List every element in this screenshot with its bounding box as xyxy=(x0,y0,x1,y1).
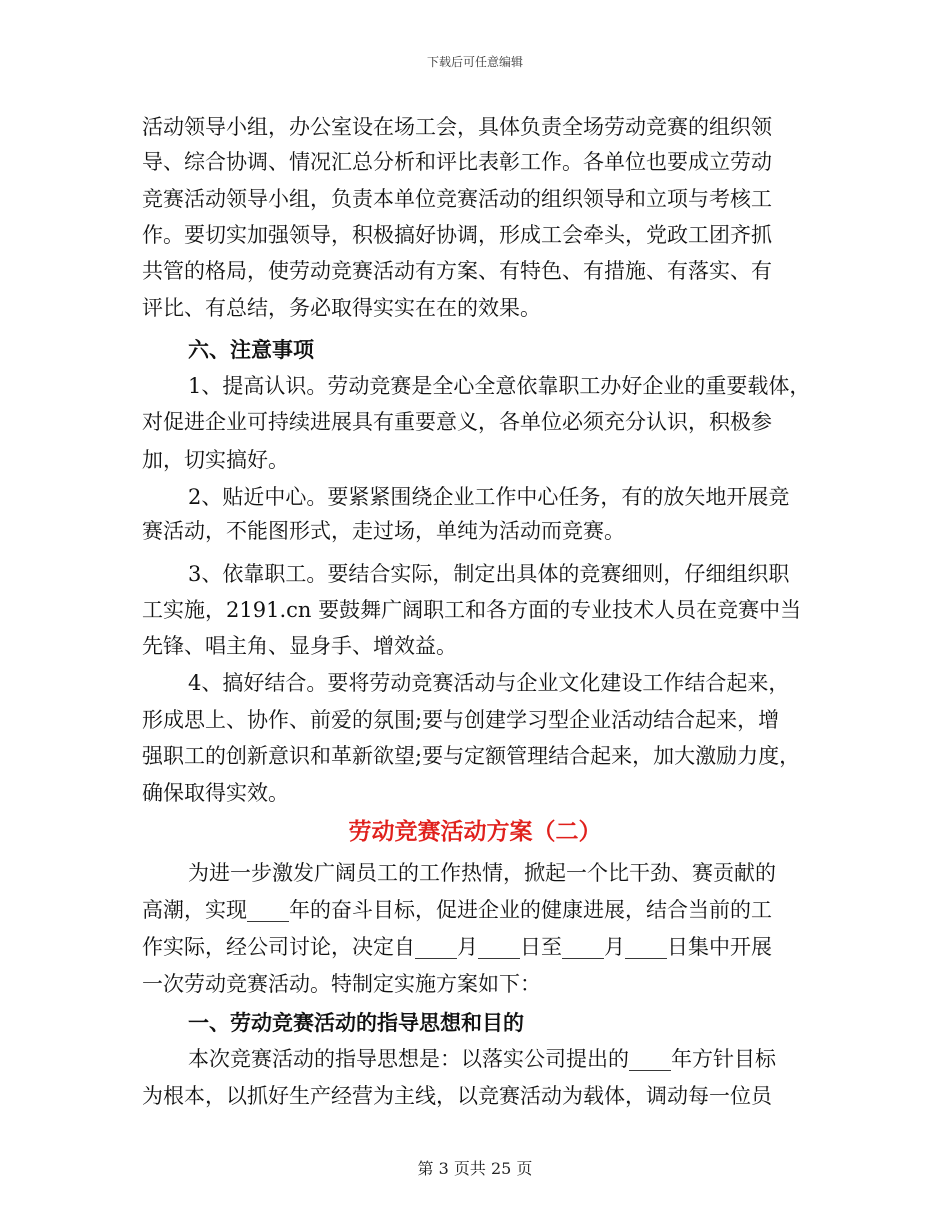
section-heading-notes: 六、注意事项 xyxy=(188,337,314,362)
body-line: 加，切实搞好。 xyxy=(142,448,289,472)
body-line: 形成思上、协作、前爱的氛围;要与创建学习型企业活动结合起来，增 xyxy=(142,708,780,732)
body-line: 活动领导小组，办公室设在场工会，具体负责全场劳动竞赛的组织领 xyxy=(142,115,772,139)
body-line: 一次劳动竞赛活动。特制定实施方案如下： xyxy=(142,972,541,996)
body-line: 工实施，2191.cn 要鼓舞广阔职工和各方面的专业技术人员在竞赛中当 xyxy=(142,598,802,622)
body-line: 2、贴近中心。要紧紧围绕企业工作中心任务，有的放矢地开展竞 xyxy=(188,485,790,509)
body-line: 本次竞赛活动的指导思想是：以落实公司提出的____年方针目标 xyxy=(188,1047,776,1071)
body-line: 4、搞好结合。要将劳动竞赛活动与企业文化建设工作结合起来， xyxy=(188,671,790,695)
body-line: 确保取得实效。 xyxy=(142,781,289,805)
body-line: 高潮，实现____年的奋斗目标，促进企业的健康进展，结合当前的工 xyxy=(142,898,772,922)
body-line: 强职工的创新意识和革新欲望;要与定额管理结合起来，加大激励力度， xyxy=(142,744,801,768)
page-footer: 第 3 页共 25 页 xyxy=(417,1159,533,1178)
body-line: 3、依靠职工。要结合实际，制定出具体的竞赛细则，仔细组织职 xyxy=(188,562,790,586)
body-line: 共管的格局，使劳动竞赛活动有方案、有特色、有措施、有落实、有 xyxy=(142,259,772,283)
page-header: 下载后可任意编辑 xyxy=(426,55,523,69)
body-line: 先锋、唱主角、显身手、增效益。 xyxy=(142,634,457,658)
body-line: 赛活动，不能图形式，走过场，单纯为活动而竞赛。 xyxy=(142,519,625,543)
body-line: 竞赛活动领导小组，负责本单位竞赛活动的组织领导和立项与考核工 xyxy=(142,187,772,211)
body-line: 作。要切实加强领导，积极搞好协调，形成工会牵头，党政工团齐抓 xyxy=(142,223,772,247)
body-line: 评比、有总结，务必取得实实在在的效果。 xyxy=(142,296,541,320)
body-line: 为根本，以抓好生产经营为主线，以竞赛活动为载体，调动每一位员 xyxy=(142,1084,772,1108)
section-heading-guidance: 一、劳动竞赛活动的指导思想和目的 xyxy=(188,1010,524,1035)
body-line: 导、综合协调、情况汇总分析和评比表彰工作。各单位也要成立劳动 xyxy=(142,150,772,174)
body-line: 对促进企业可持续进展具有重要意义，各单位必须充分认识，积极参 xyxy=(142,410,772,434)
body-line: 1、提高认识。劳动竞赛是全心全意依靠职工办好企业的重要载体， xyxy=(188,374,811,398)
section-title: 劳动竞赛活动方案（二） xyxy=(348,818,602,845)
body-line: 作实际，经公司讨论，决定自____月____日至____月____日集中开展 xyxy=(142,935,772,959)
body-line: 为进一步激发广阔员工的工作热情，掀起一个比干劲、赛贡献的 xyxy=(188,861,776,885)
